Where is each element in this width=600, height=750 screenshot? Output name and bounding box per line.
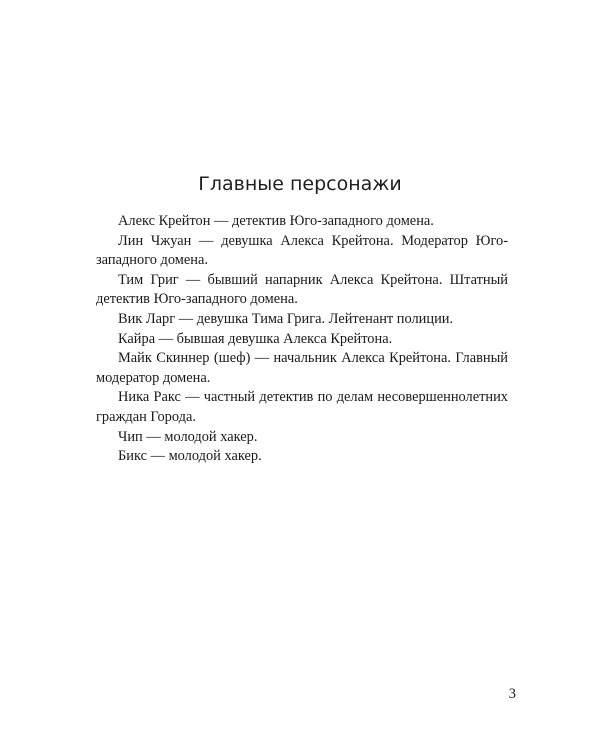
page-title: Главные персонажи: [198, 173, 402, 195]
character-entry-vik: Вик Ларг — девушка Тима Грига. Лейтенант полиции.: [118, 310, 454, 327]
page-number: 3: [508, 686, 516, 702]
character-entry-biks: Бикс — молодой хакер.: [118, 448, 262, 465]
character-entry-kaira: Кайра — бывшая девушка Алекса Крейтона.: [118, 330, 393, 347]
character-list: [96, 212, 508, 467]
character-entry-lin: Лин Чжуан — девушка Алекса Крейтона. Модератор Юго-западного домена.: [96, 232, 508, 269]
character-entry-nika: Ника Ракс — частный детектив по делам несовершеннолетних граждан Города.: [96, 389, 508, 425]
character-entry-alex: Алекс Крейтон — детектив Юго-западного домена.: [118, 213, 434, 229]
character-entry-chip: Чип — молодой хакер.: [118, 428, 258, 445]
character-entry-tim: Тим Григ — бывший напарник Алекса Крейтона. Штатный детектив Юго-западного домена.: [96, 271, 508, 308]
character-entry-mike: Майк Скиннер (шеф) — начальник Алекса Крейтона. Главный модератор домена.: [96, 350, 508, 386]
